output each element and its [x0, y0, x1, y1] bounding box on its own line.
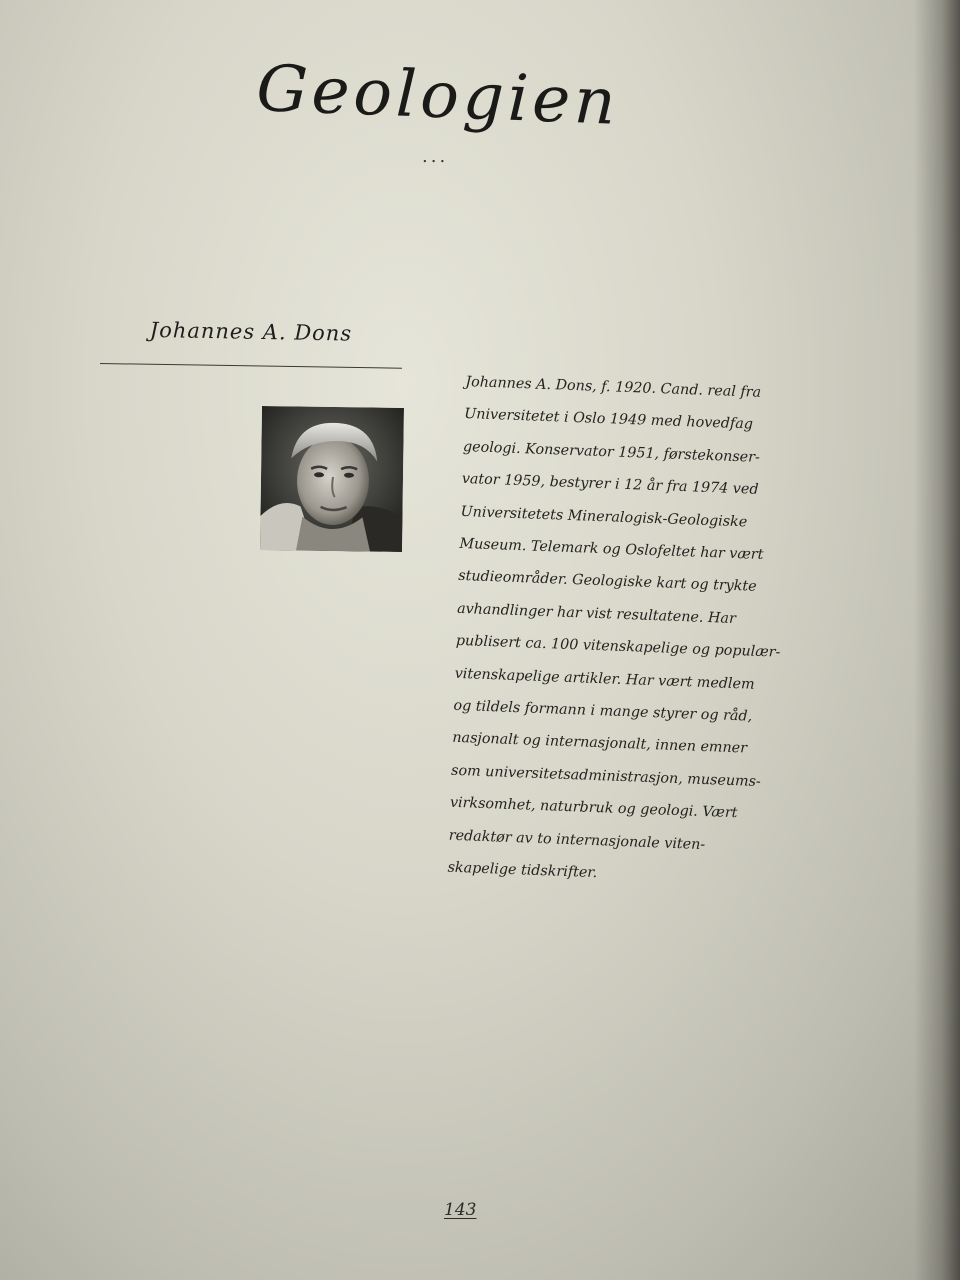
- bio-line: vator 1959, bestyrer i 12 år fra 1974 ved: [461, 471, 759, 499]
- bio-line: virksomhet, naturbruk og geologi. Vært: [449, 794, 738, 822]
- page-number: 143: [444, 1200, 477, 1220]
- bio-line: og tildels formann i mange styrer og råd,: [453, 697, 753, 725]
- bio-line: Universitetet i Oslo 1949 med hovedfag: [463, 406, 754, 433]
- author-bio: [447, 366, 846, 898]
- bio-line: Johannes A. Dons, f. 1920. Cand. real fra: [465, 373, 762, 401]
- divider-rule: [100, 363, 402, 369]
- bio-line: Universitetets Mineralogisk-Geologiske: [460, 503, 748, 531]
- bio-line: som universitetsadministrasjon, museums-: [450, 762, 762, 790]
- bio-line: avhandlinger har vist resultatene. Har: [456, 600, 737, 627]
- chapter-title: Geologien: [255, 52, 621, 140]
- page-edge-shadow: [914, 0, 960, 1280]
- bio-line: studieområder. Geologiske kart og trykte: [457, 568, 757, 596]
- bio-line: vitenskapelige artikler. Har vært medlem: [454, 665, 755, 693]
- bio-line: skapelige tidskrifter.: [447, 859, 598, 882]
- bio-line: redaktør av to internasjonale viten-: [448, 827, 706, 853]
- author-name: Johannes A. Dons: [149, 318, 353, 346]
- bio-line: geologi. Konservator 1951, førstekonser-: [462, 438, 761, 466]
- bio-line: nasjonalt og internasjonalt, innen emner: [452, 730, 748, 758]
- bio-line: Museum. Telemark og Oslofeltet har vært: [459, 535, 764, 564]
- title-ornament: ...: [422, 146, 449, 167]
- author-portrait: [260, 406, 404, 552]
- bio-line: publisert ca. 100 vitenskapelige og populær-: [455, 633, 781, 661]
